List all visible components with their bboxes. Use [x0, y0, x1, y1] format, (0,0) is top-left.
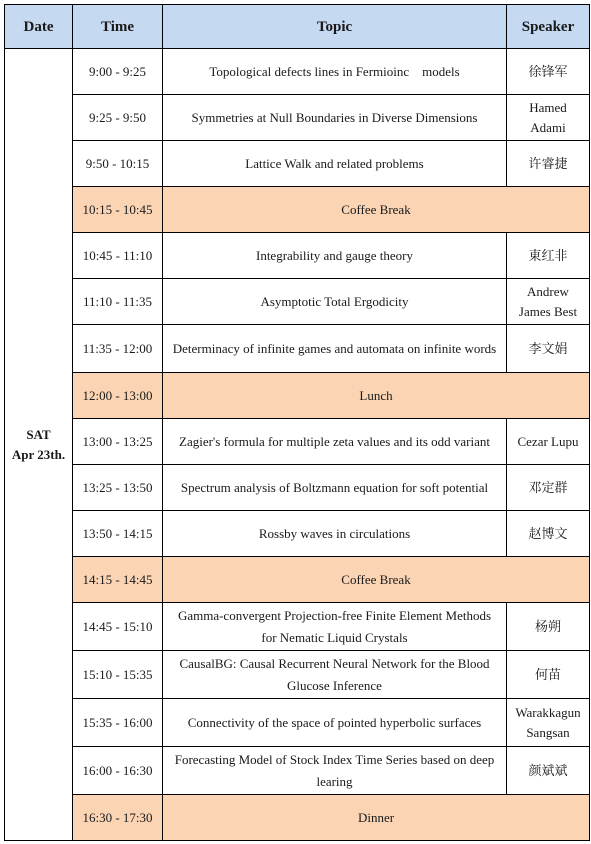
- time-cell: 9:25 - 9:50: [73, 95, 163, 141]
- topic-cell: Connectivity of the space of pointed hyperbolic surfaces: [163, 699, 507, 747]
- break-label: Dinner: [163, 795, 590, 841]
- table-row: [5, 699, 590, 747]
- speaker-cell: 许睿捷: [507, 141, 590, 187]
- table-row: [5, 279, 590, 325]
- speaker-cell: Andrew James Best: [507, 279, 590, 325]
- speaker-cell: 邓定群: [507, 465, 590, 511]
- header-time: Time: [73, 5, 163, 49]
- break-label: Coffee Break: [163, 557, 590, 603]
- break-row: [5, 187, 590, 233]
- table-row: [5, 419, 590, 465]
- topic-cell: Topological defects lines in Fermioinc models: [163, 49, 507, 95]
- topic-cell: Spectrum analysis of Boltzmann equation for soft potential: [163, 465, 507, 511]
- table-row: [5, 603, 590, 651]
- speaker-cell: Hamed Adami: [507, 95, 590, 141]
- table-row: [5, 95, 590, 141]
- topic-cell: Integrability and gauge theory: [163, 233, 507, 279]
- speaker-cell: 杨朔: [507, 603, 590, 651]
- topic-cell: Asymptotic Total Ergodicity: [163, 279, 507, 325]
- table-row: [5, 651, 590, 699]
- date-date: Apr 23th.: [11, 446, 66, 462]
- header-speaker: Speaker: [507, 5, 590, 49]
- time-cell: 16:30 - 17:30: [73, 795, 163, 841]
- time-cell: 12:00 - 13:00: [73, 373, 163, 419]
- table-row: [5, 511, 590, 557]
- time-cell: 13:00 - 13:25: [73, 419, 163, 465]
- time-cell: 15:10 - 15:35: [73, 651, 163, 699]
- topic-cell: Symmetries at Null Boundaries in Diverse Dimensions: [163, 95, 507, 141]
- break-label: Coffee Break: [163, 187, 590, 233]
- time-cell: 11:35 - 12:00: [73, 325, 163, 373]
- speaker-cell: 東红非: [507, 233, 590, 279]
- break-label: Lunch: [163, 373, 590, 419]
- date-day: SAT: [26, 426, 51, 442]
- time-cell: 15:35 - 16:00: [73, 699, 163, 747]
- break-row: [5, 557, 590, 603]
- table-row: [5, 325, 590, 373]
- time-cell: 14:45 - 15:10: [73, 603, 163, 651]
- speaker-cell: Cezar Lupu: [507, 419, 590, 465]
- header-date: Date: [5, 5, 73, 49]
- table-row: [5, 465, 590, 511]
- table-row: [5, 233, 590, 279]
- speaker-cell: Warakkagun Sangsan: [507, 699, 590, 747]
- topic-cell: Determinacy of infinite games and automata on infinite words: [163, 325, 507, 373]
- header-row: [5, 5, 590, 49]
- topic-cell: Zagier's formula for multiple zeta values and its odd variant: [163, 419, 507, 465]
- speaker-cell: 赵博文: [507, 511, 590, 557]
- topic-cell: Forecasting Model of Stock Index Time Series based on deep learing: [163, 747, 507, 795]
- time-cell: 10:15 - 10:45: [73, 187, 163, 233]
- topic-cell: Gamma-convergent Projection-free Finite Element Methods for Nematic Liquid Crystals: [163, 603, 507, 651]
- topic-cell: Rossby waves in circulations: [163, 511, 507, 557]
- topic-cell: CausalBG: Causal Recurrent Neural Network for the Blood Glucose Inference: [163, 651, 507, 699]
- table-row: [5, 49, 590, 95]
- speaker-cell: 李文娟: [507, 325, 590, 373]
- table-row: [5, 747, 590, 795]
- speaker-cell: 何苗: [507, 651, 590, 699]
- time-cell: 14:15 - 14:45: [73, 557, 163, 603]
- time-cell: 10:45 - 11:10: [73, 233, 163, 279]
- time-cell: 11:10 - 11:35: [73, 279, 163, 325]
- speaker-cell: 徐锋军: [507, 49, 590, 95]
- schedule-table: [4, 4, 590, 841]
- time-cell: 16:00 - 16:30: [73, 747, 163, 795]
- speaker-cell: 颜斌斌: [507, 747, 590, 795]
- break-row: [5, 373, 590, 419]
- break-row: [5, 795, 590, 841]
- header-topic: Topic: [163, 5, 507, 49]
- date-cell: [5, 49, 73, 841]
- table-row: [5, 141, 590, 187]
- time-cell: 9:00 - 9:25: [73, 49, 163, 95]
- time-cell: 13:25 - 13:50: [73, 465, 163, 511]
- time-cell: 9:50 - 10:15: [73, 141, 163, 187]
- time-cell: 13:50 - 14:15: [73, 511, 163, 557]
- topic-cell: Lattice Walk and related problems: [163, 141, 507, 187]
